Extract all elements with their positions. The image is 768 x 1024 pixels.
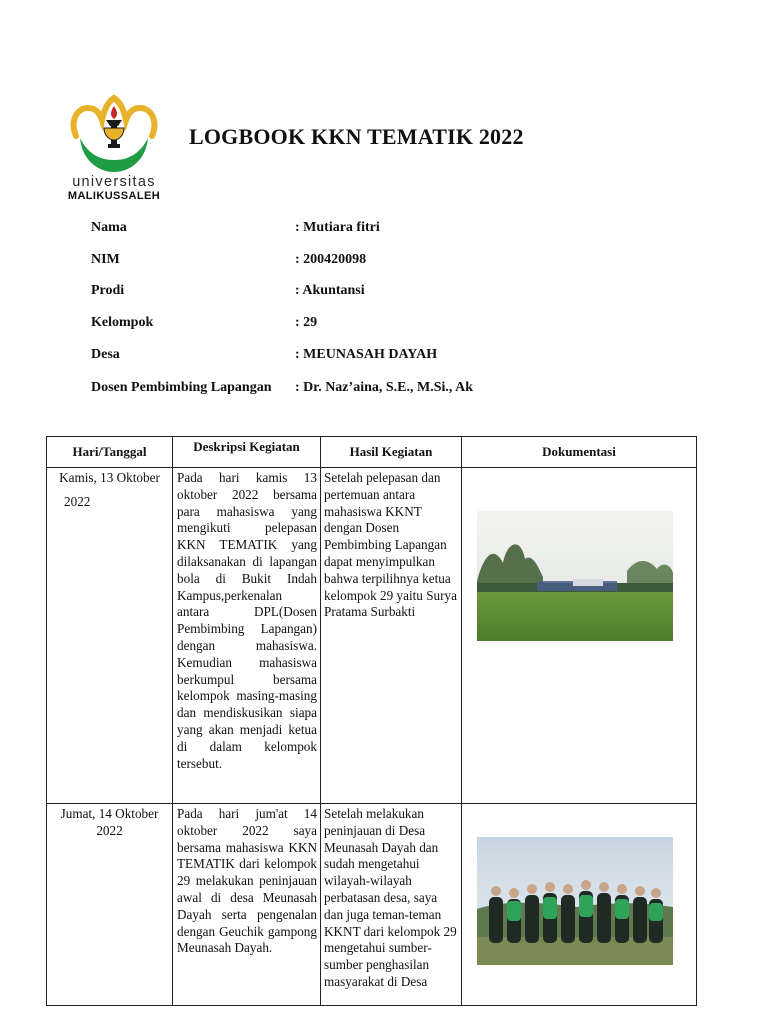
identity-value: : Dr. Naz’aina, S.E., M.Si., Ak: [295, 380, 474, 395]
identity-value: : 29: [295, 315, 318, 330]
page-title: LOGBOOK KKN TEMATIK 2022: [189, 124, 524, 149]
identity-label: Dosen Pembimbing Lapangan: [91, 380, 272, 395]
identity-value: : Mutiara fitri: [295, 220, 380, 235]
date-cell: [47, 468, 173, 804]
identity-value: : MEUNASAH DAYAH: [295, 347, 438, 362]
group-photo: [477, 837, 673, 965]
date-year: 2022: [96, 823, 123, 838]
header-hari-tanggal: Hari/Tanggal: [47, 437, 173, 468]
table-row: [47, 804, 697, 1006]
logbook-table: [46, 436, 697, 1006]
identity-label: Desa: [91, 347, 120, 362]
field-photo: [477, 511, 673, 641]
date-year: 2022: [64, 494, 91, 509]
identity-value: : Akuntansi: [295, 283, 365, 298]
university-name: MALIKUSSALEH: [67, 190, 161, 202]
university-emblem-icon: [66, 94, 162, 174]
identity-label: Kelompok: [91, 315, 154, 330]
identity-label: NIM: [91, 252, 120, 267]
table-row: [47, 468, 697, 804]
university-word: universitas: [72, 174, 156, 190]
result-cell: Setelah melakukan peninjauan di Desa Meunasah Dayah dan sudah mengetahui wilayah-wilayah perbatasan desa, saya dan juga teman-teman KKNT dari kelompok 29 mengetahui sumber-sumber penghasilan masyarakat di Desa: [321, 804, 462, 1006]
result-cell: Setelah pelepasan dan pertemuan antara mahasiswa KKNT dengan Dosen Pembimbing Lapangan dapat menyimpulkan bahwa terpilihnya ketua kelompok 29 yaitu Surya Pratama Surbakti: [321, 468, 462, 804]
date-line: Kamis, 13 Oktober: [59, 470, 160, 485]
description-cell: Pada hari kamis 13 oktober 2022 bersama para mahasiswa yang mengikuti pelepasan KKN TEMATIK yang dilaksanakan di lapangan bola di Bukit Indah Kampus,perkenalan antara DPL(Dosen Pembimbing Lapangan) dengan mahasiswa. Kemudian mahasiswa berkumpul bersama kelompok masing-masing dan mendiskusikan siapa yang akan menjadi ketua di dalam kelompok tersebut.: [173, 468, 321, 804]
header-dokumentasi: Dokumentasi: [462, 437, 697, 468]
description-cell: Pada hari jum'at 14 oktober 2022 saya bersama mahasiswa KKN TEMATIK dari kelompok 29 melakukan peninjauan awal di desa Meunasah Dayah serta pengenalan dengan Geuchik gampong Meunasah Dayah.: [173, 804, 321, 1006]
identity-value: : 200420098: [295, 252, 367, 267]
documentation-cell: [462, 804, 697, 1006]
identity-label: Nama: [91, 220, 127, 235]
university-logo: [62, 94, 166, 206]
header-hasil: Hasil Kegiatan: [321, 437, 462, 468]
header-deskripsi: Deskripsi Kegiatan: [173, 437, 321, 468]
date-line: Jumat, 14 Oktober: [60, 806, 159, 821]
date-cell: [47, 804, 173, 1006]
identity-label: Prodi: [91, 283, 125, 298]
table-header-row: [47, 437, 697, 468]
documentation-cell: [462, 468, 697, 804]
